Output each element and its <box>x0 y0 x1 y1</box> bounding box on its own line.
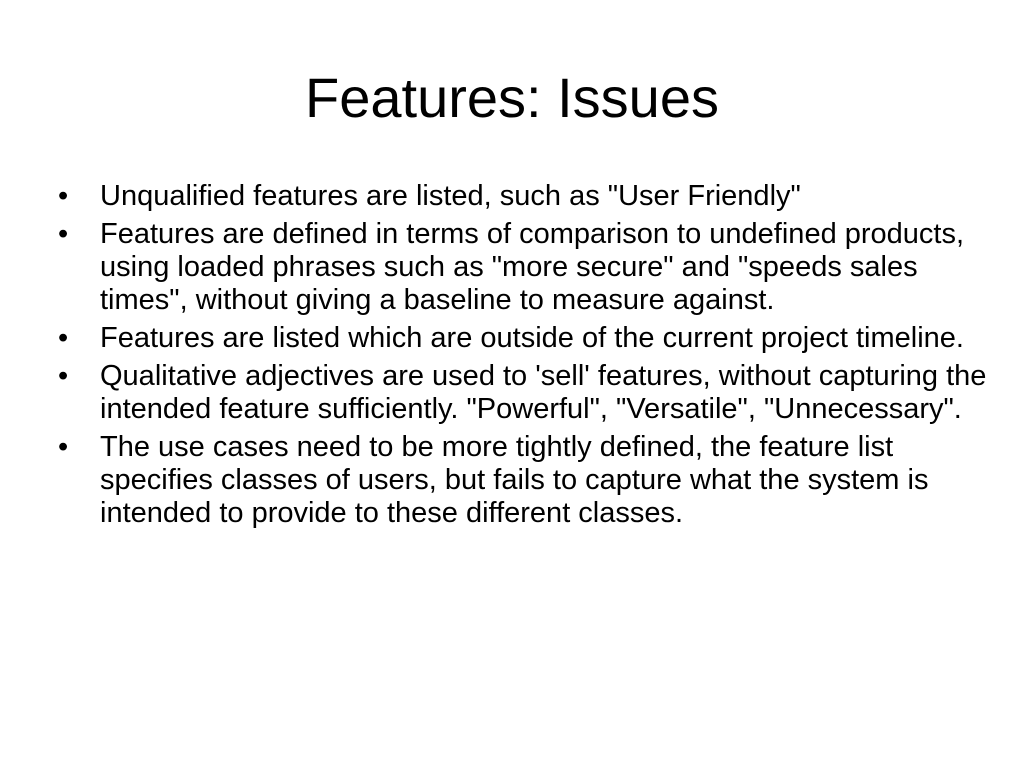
list-item <box>58 180 988 213</box>
bullet-icon: • <box>58 431 69 463</box>
list-item <box>58 431 988 530</box>
bullet-icon: • <box>58 180 69 212</box>
bullet-icon: • <box>58 218 69 250</box>
bullet-icon: • <box>58 322 69 354</box>
bullet-text: The use cases need to be more tightly defined, the feature list specifies classes of users, but fails to capture what the system is intended to provide to these different classes. <box>100 431 929 529</box>
bullet-text: Qualitative adjectives are used to 'sell' features, without capturing the intended feature sufficiently. "Powerful", "Versatile", "Unnecessary". <box>100 360 987 425</box>
bullet-icon: • <box>58 360 69 392</box>
slide-title: Features: Issues <box>305 66 719 129</box>
bullet-text: Unqualified features are listed, such as "User Friendly" <box>100 180 801 212</box>
bullet-text: Features are listed which are outside of the current project timeline. <box>100 322 964 354</box>
list-item <box>58 322 988 355</box>
bullet-list <box>58 180 988 535</box>
list-item <box>58 218 988 317</box>
bullet-text: Features are defined in terms of comparison to undefined products, using loaded phrases such as "more secure" and "speeds sales times", without giving a baseline to measure against. <box>100 218 965 316</box>
list-item <box>58 360 988 426</box>
